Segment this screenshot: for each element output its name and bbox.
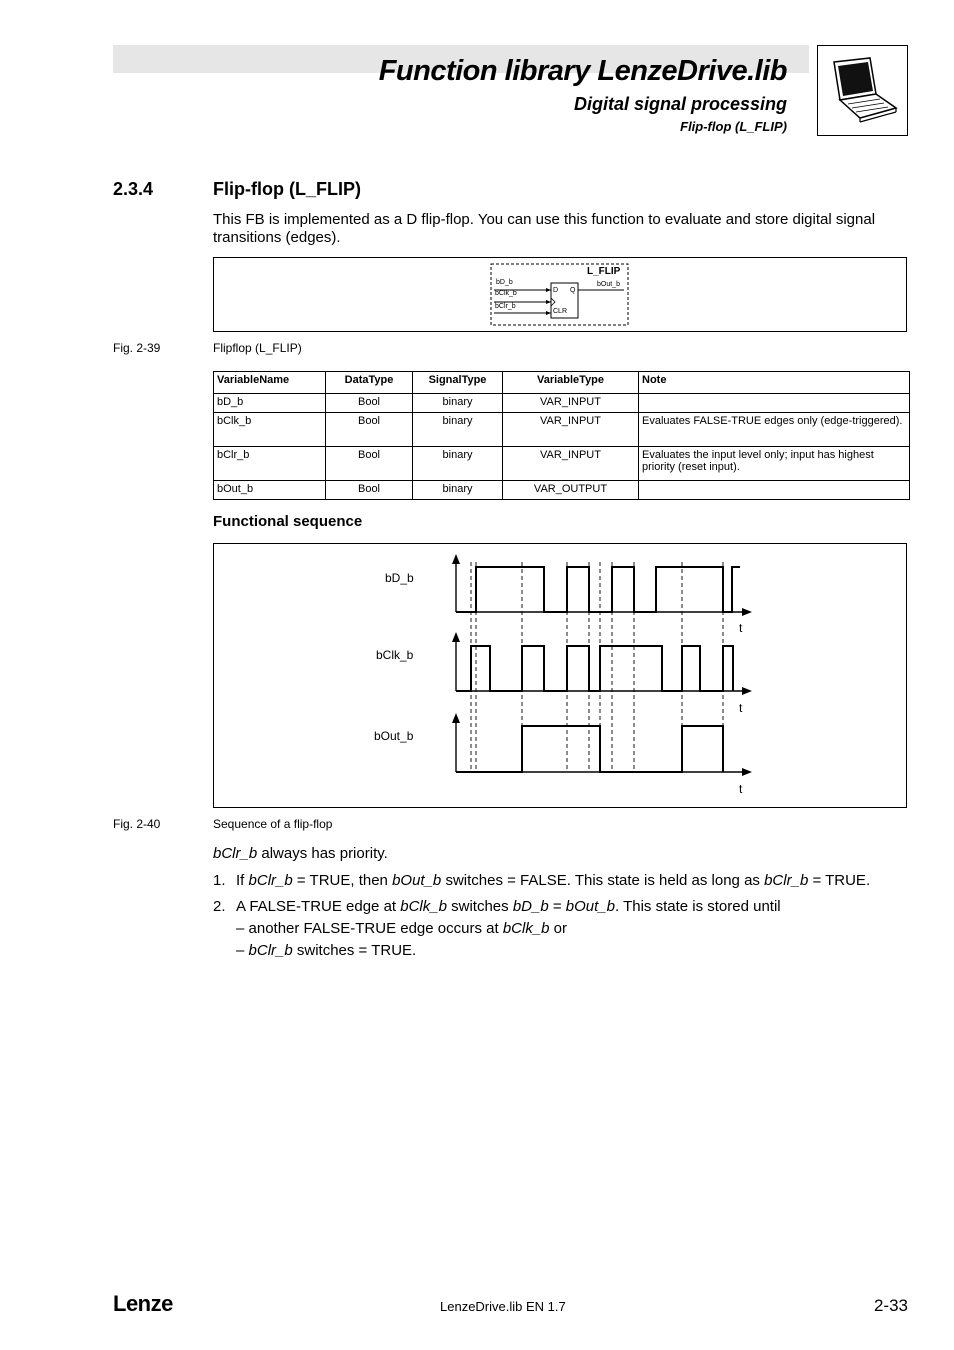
cell: Bool — [326, 447, 413, 481]
l-flip-block-diagram — [214, 258, 906, 331]
list-item-2-number: 2. — [213, 898, 226, 915]
fig1-caption: Flipflop (L_FLIP) — [213, 341, 302, 355]
cell: Evaluates FALSE-TRUE edges only (edge-triggered). — [639, 413, 910, 447]
col-header: DataType — [326, 372, 413, 394]
cell: Bool — [326, 394, 413, 413]
waveform-bout — [456, 726, 723, 772]
table-header-row — [214, 372, 910, 394]
time-axis-label-2: t — [739, 701, 743, 715]
list-item-2-sub-1: – another FALSE-TRUE edge occurs at bClk_b or — [236, 920, 568, 937]
cell: binary — [413, 447, 503, 481]
table-row — [214, 413, 910, 447]
col-header: VariableName — [214, 372, 326, 394]
block-input-d: bD_b — [496, 279, 513, 286]
time-axis-label-3: t — [739, 782, 743, 796]
cell: bOut_b — [214, 481, 326, 500]
cell: VAR_OUTPUT — [503, 481, 639, 500]
signal-label-bclk: bClk_b — [376, 648, 414, 662]
list-item-2-sub-2: – bClr_b switches = TRUE. — [236, 942, 417, 959]
table-row — [214, 447, 910, 481]
list-item-2: A FALSE-TRUE edge at bClk_b switches bD_b = bOut_b. This state is stored until — [236, 898, 781, 915]
functional-sequence-heading: Functional sequence — [213, 513, 363, 530]
fig1-number: Fig. 2-39 — [113, 341, 161, 355]
section-intro: This FB is implemented as a D flip-flop. You can use this function to evaluate and store digital signal transitions (edges). — [213, 211, 876, 246]
fig2-caption: Sequence of a flip-flop — [213, 817, 333, 831]
cell: VAR_INPUT — [503, 447, 639, 481]
cell: bClk_b — [214, 413, 326, 447]
variable-table — [213, 371, 910, 500]
signal-label-bout: bOut_b — [374, 729, 414, 743]
timing-axes — [456, 558, 748, 772]
signal-label-bd: bD_b — [385, 571, 414, 585]
timing-diagram — [214, 544, 906, 807]
laptop-icon-box — [817, 45, 908, 136]
cell: binary — [413, 481, 503, 500]
section-reference: Flip-flop (L_FLIP) — [680, 119, 787, 134]
waveform-bd — [456, 567, 740, 612]
table-row — [214, 481, 910, 500]
section-title: Flip-flop (L_FLIP) — [213, 179, 361, 199]
cell: bClr_b — [214, 447, 326, 481]
cell: Evaluates the input level only; input has highest priority (reset input). — [639, 447, 910, 481]
cell — [639, 394, 910, 413]
pin-d: D — [553, 287, 559, 294]
cell: VAR_INPUT — [503, 394, 639, 413]
list-item-1: If bClr_b = TRUE, then bOut_b switches = FALSE. This state is held as long as bClr_b = TRUE. — [236, 872, 871, 889]
block-diagram-frame — [213, 257, 907, 332]
fig2-number: Fig. 2-40 — [113, 817, 161, 831]
cell: Bool — [326, 481, 413, 500]
block-input-clk: bClk_b — [495, 290, 517, 297]
block-name: L_FLIP — [587, 266, 621, 277]
cell: bD_b — [214, 394, 326, 413]
time-axis-label-1: t — [739, 621, 743, 635]
laptop-icon — [818, 46, 907, 135]
page-title: Function library LenzeDrive.lib — [378, 55, 787, 87]
pin-q: Q — [570, 287, 576, 294]
col-header: VariableType — [503, 372, 639, 394]
priority-note: bClr_b always has priority. — [213, 845, 388, 862]
col-header: Note — [639, 372, 910, 394]
cell: binary — [413, 394, 503, 413]
lenze-logo: Lenze — [113, 1291, 173, 1316]
page-number: 2-33 — [873, 1296, 908, 1315]
cell: Bool — [326, 413, 413, 447]
chapter-subtitle: Digital signal processing — [573, 94, 787, 114]
col-header: SignalType — [413, 372, 503, 394]
timing-guide-lines — [471, 562, 723, 772]
table-row — [214, 394, 910, 413]
cell: binary — [413, 413, 503, 447]
timing-diagram-frame — [213, 543, 907, 808]
pin-clr: CLR — [553, 308, 568, 315]
list-item-1-number: 1. — [213, 872, 226, 889]
section-number: 2.3.4 — [113, 179, 154, 199]
cell — [639, 481, 910, 500]
cell: VAR_INPUT — [503, 413, 639, 447]
timing-arrowheads — [452, 554, 752, 776]
footer-document-id: LenzeDrive.lib EN 1.7 — [440, 1299, 566, 1314]
block-output: bOut_b — [597, 281, 620, 288]
block-input-clr: bClr_b — [495, 303, 516, 310]
waveform-bclk — [456, 646, 733, 691]
